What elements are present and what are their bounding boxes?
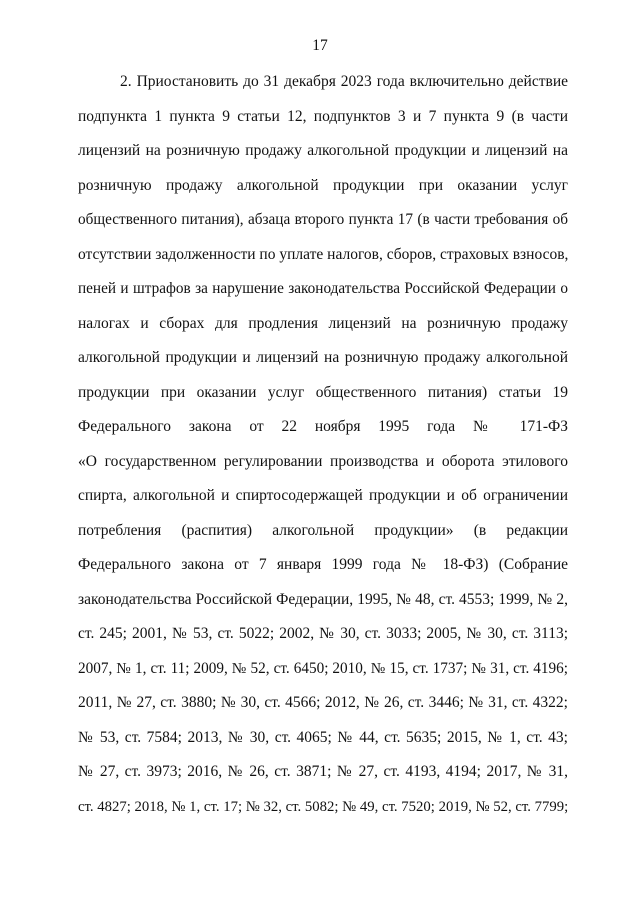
paragraph-item-2 — [78, 72, 568, 831]
text-line: ст. 4827; 2018, № 1, ст. 17; № 32, ст. 5082; № 49, ст. 7520; 2019, № 52, ст. 7799; — [78, 798, 568, 815]
text-line: потребления (распития) алкогольной продукции» (в редакции — [78, 521, 568, 539]
text-line: 2011, № 27, ст. 3880; № 30, ст. 4566; 2012, № 26, ст. 3446; № 31, ст. 4322; — [78, 694, 568, 711]
text-line: пеней и штрафов за нарушение законодательства Российской Федерации о — [78, 280, 568, 297]
text-line: отсутствии задолженности по уплате налогов, сборов, страховых взносов, — [78, 245, 568, 263]
text-line: Федерального закона от 7 января 1999 года № 18-ФЗ) (Собрание — [78, 556, 568, 573]
text-line: ст. 245; 2001, № 53, ст. 5022; 2002, № 30, ст. 3033; 2005, № 30, ст. 3113; — [78, 625, 568, 642]
text-line: № 27, ст. 3973; 2016, № 26, ст. 3871; № 27, ст. 4193, 4194; 2017, № 31, — [78, 763, 568, 780]
text-line: налогах и сборах для продления лицензий на розничную продажу — [78, 314, 568, 332]
text-line: Федерального закона от 22 ноября 1995 года № 171-ФЗ — [78, 418, 568, 435]
text-line: розничную продажу алкогольной продукции при оказании услуг — [78, 176, 568, 194]
page-number: 17 — [312, 37, 328, 54]
text-line: подпункта 1 пункта 9 статьи 12, подпунктов 3 и 7 пункта 9 (в части — [78, 107, 568, 125]
text-line: спирта, алкогольной и спиртосодержащей продукции и об ограничении — [78, 487, 568, 504]
text-line: № 53, ст. 7584; 2013, № 30, ст. 4065; № 44, ст. 5635; 2015, № 1, ст. 43; — [78, 728, 568, 746]
text-line: продукции при оказании услуг общественного питания) статьи 19 — [78, 383, 568, 401]
text-line: «О государственном регулировании производства и оборота этилового — [78, 452, 568, 470]
text-line: законодательства Российской Федерации, 1995, № 48, ст. 4553; 1999, № 2, — [78, 590, 568, 608]
text-line: 2. Приостановить до 31 декабря 2023 года включительно действие — [120, 73, 568, 90]
text-line: лицензий на розничную продажу алкогольной продукции и лицензий на — [78, 142, 568, 159]
text-line: алкогольной продукции и лицензий на розничную продажу алкогольной — [78, 349, 568, 366]
text-line: общественного питания), абзаца второго пункта 17 (в части требования об — [78, 211, 568, 228]
text-line: 2007, № 1, ст. 11; 2009, № 52, ст. 6450; 2010, № 15, ст. 1737; № 31, ст. 4196; — [78, 659, 568, 677]
